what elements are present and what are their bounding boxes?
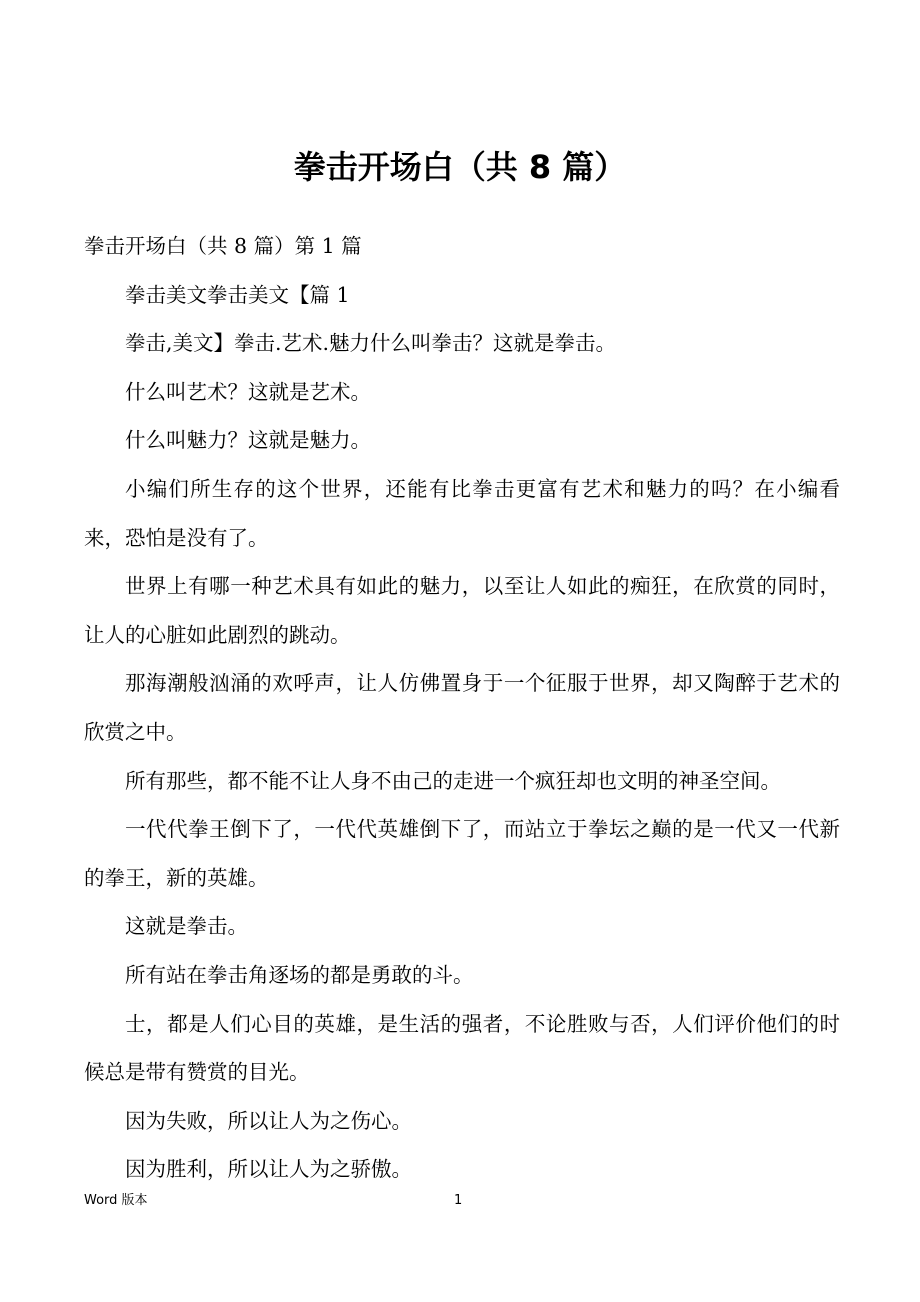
paragraph: 这就是拳击。 — [125, 914, 248, 939]
paragraph: 因为胜利，所以让人为之骄傲。 — [125, 1157, 412, 1182]
paragraph: 世界上有哪一种艺术具有如此的魅力，以至让人如此的痴狂，在欣赏的同时，让人的心脏如此剧烈的跳动。 — [84, 574, 840, 647]
paragraph: 所有那些，都不能不让人身不由己的走进一个疯狂却也文明的神圣空间。 — [125, 768, 781, 793]
paragraph: 士，都是人们心目的英雄，是生活的强者，不论胜败与否，人们评价他们的时候总是带有赞赏的目光。 — [84, 1011, 840, 1085]
document-title: 拳击开场白（共 8 篇） — [293, 148, 627, 186]
paragraph: 什么叫魅力？这就是魅力。 — [125, 428, 371, 453]
paragraph: 那海潮般汹涌的欢呼声，让人仿佛置身于一个征服于世界，却又陶醉于艺术的欣赏之中。 — [84, 671, 840, 744]
paragraph: 小编们所生存的这个世界，还能有比拳击更富有艺术和魅力的吗？在小编看来，恐怕是没有了。 — [84, 476, 840, 550]
paragraph: 拳击,美文】拳击.艺术.魅力什么叫拳击？这就是拳击。 — [125, 331, 617, 356]
footer-label: Word 版本 — [84, 1193, 148, 1208]
section-heading: 拳击开场白（共 8 篇）第 1 篇 — [84, 234, 362, 258]
paragraph: 拳击美文拳击美文【篇 1 — [125, 282, 350, 307]
paragraph: 因为失败，所以让人为之伤心。 — [125, 1108, 412, 1133]
paragraph: 什么叫艺术？这就是艺术。 — [125, 379, 371, 404]
page-number: 1 — [454, 1193, 463, 1208]
paragraph: 一代代拳王倒下了，一代代英雄倒下了，而站立于拳坛之巅的是一代又一代新的拳王，新的英雄。 — [84, 817, 840, 890]
document-body — [84, 222, 840, 1194]
paragraph: 所有站在拳击角逐场的都是勇敢的斗。 — [125, 962, 474, 987]
